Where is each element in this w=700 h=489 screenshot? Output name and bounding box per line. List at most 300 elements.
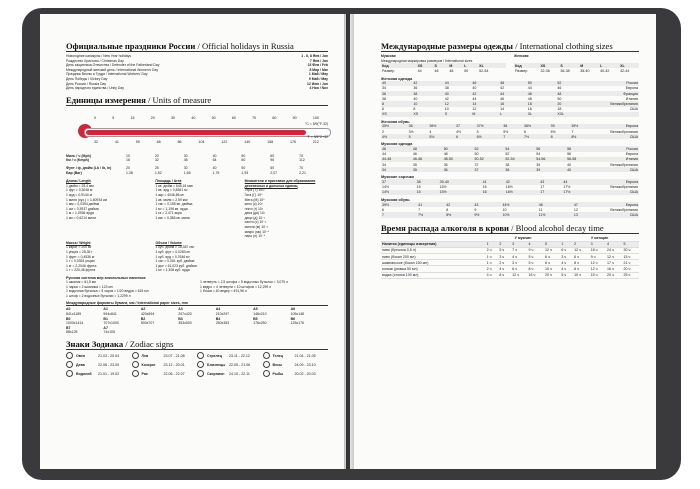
decay-value: 8 ч	[498, 272, 511, 278]
size-value: 36	[413, 86, 418, 91]
units-title: Единицы измерения / Units of measure	[66, 94, 212, 105]
size-value: 14	[500, 107, 505, 112]
column-item: 1 водочная бутылка = 5 чарок = 1/20 ведра = 615 мл	[66, 289, 149, 294]
celsius-scale	[94, 116, 319, 120]
paper-cell: A1	[103, 307, 108, 312]
zodiac-icon	[66, 361, 73, 368]
size-value: 17	[539, 190, 562, 195]
zodiac-name: Дева	[76, 362, 85, 367]
holiday-name: Международный женский день / International Women's Day	[66, 67, 159, 72]
paper-sizes-table	[66, 307, 328, 335]
zodiac-item	[66, 361, 132, 370]
drink-name: пиво (бокал 200 мл)	[381, 254, 486, 260]
celsius-tick: 30	[171, 115, 176, 120]
size-cell: 42-44	[620, 68, 630, 73]
size-value: M	[471, 112, 499, 117]
column-item: 1 карат = 200 мг	[66, 245, 92, 250]
paper-cell: A2	[140, 307, 146, 312]
prefix-column	[245, 179, 328, 239]
column-item: 1 кв. миля = 2,59 км²	[155, 197, 188, 202]
size-value: 43	[473, 202, 501, 207]
size-value: 40	[566, 167, 597, 172]
unit-cell: 112	[299, 158, 305, 163]
size-value: 48	[556, 91, 597, 96]
size-value: 12	[573, 207, 578, 212]
decay-value: 25 ч	[622, 272, 639, 278]
length-column	[66, 179, 149, 239]
size-value: 8	[381, 101, 412, 106]
size-value: 48	[527, 96, 532, 101]
celsius-tick: 70	[252, 115, 257, 120]
size-value: 10	[502, 207, 507, 212]
size-value: 35	[412, 162, 417, 167]
size-value: 47	[573, 202, 597, 207]
decay-value: 9 ч	[590, 254, 606, 260]
size-value: 46	[412, 152, 417, 157]
column-item: 1 км = 0,6214 мили	[66, 215, 96, 220]
size-value: 15½	[439, 190, 482, 195]
country-label: Россия	[597, 81, 639, 86]
size-value: 36	[443, 167, 474, 172]
zodiac-name: Рыбы	[272, 371, 284, 376]
size-value: 35	[412, 167, 443, 172]
size-value: 12	[444, 101, 472, 106]
size-value: 41	[482, 179, 505, 184]
decay-value: 4 ч	[486, 272, 499, 278]
column-item: кило (к) 10³	[244, 202, 263, 207]
column-title: Объем / Volume	[155, 240, 182, 245]
size-value: 18	[527, 101, 557, 106]
paper-cell: B4	[215, 316, 221, 321]
size-value: 6½	[476, 134, 503, 139]
country-label: США	[597, 134, 639, 139]
paper-title: Международные форматы бумаги, мм / International paper sizes, mm	[66, 301, 188, 306]
size-cell: 52-54	[479, 68, 489, 73]
size-value: 46	[500, 96, 505, 101]
size-value: 40	[381, 81, 412, 86]
count-cell: 3	[590, 241, 606, 247]
column-item: гекто (г) 10²	[244, 206, 263, 211]
decay-value: 12 ч	[573, 247, 589, 253]
zodiac-dates: 23.07 - 21.08	[163, 353, 185, 358]
holiday-name: День России / Russia Day	[66, 81, 107, 86]
column-item: 1 км² = 0,386 кв. мили	[155, 215, 190, 220]
holiday-name: День защитника Отечества / Defender of the Fatherland Day	[66, 63, 160, 68]
country-label: США	[597, 167, 639, 172]
paper-cell: 105x148	[290, 311, 304, 316]
size-value: 16	[527, 107, 532, 112]
count-cell: 4	[606, 241, 622, 247]
column-item: 1 кв. дюйм = 645,16 мм²	[155, 183, 194, 188]
decay-value: 4 ч	[498, 266, 511, 272]
holiday-date: 9 Май / May	[308, 76, 328, 81]
size-value: 40	[567, 162, 572, 167]
column-item: 1 дюйм = 25,4 мм	[66, 183, 94, 188]
holiday-date: 1 Май / May	[308, 72, 328, 77]
celsius-tick: 40	[191, 115, 196, 120]
thermometer	[66, 108, 328, 152]
count-cell: 5	[622, 241, 639, 247]
size-value: 7	[418, 207, 421, 212]
size-value: 50	[443, 146, 474, 151]
column-item: 1 чарка = 2 шкалика = 123 мл	[66, 284, 113, 289]
mass-column	[66, 241, 149, 273]
size-value: 46-48	[412, 157, 443, 162]
fahrenheit-tick: 122	[221, 139, 228, 144]
men-marking: Международная маркировка размеров / International sizes	[381, 58, 473, 63]
size-section-table	[381, 124, 639, 140]
clothing-title: Международные размеры одежды / International clothing sizes	[381, 41, 613, 51]
column-item: 1 см² = 0,155 кв. дюйма	[155, 202, 193, 207]
zodiac-item	[263, 370, 329, 379]
decay-value: 15 ч	[622, 254, 639, 260]
paper-cell	[291, 326, 328, 331]
paper-cell: A7	[103, 325, 108, 330]
size-value: 48-50	[443, 157, 474, 162]
celsius-tick: 90	[292, 115, 297, 120]
decay-value: 7 ч	[511, 247, 527, 253]
size-section-table	[381, 179, 639, 195]
decay-value: 5 ч	[498, 247, 511, 253]
size-value: 42	[505, 179, 540, 184]
paper-cell	[253, 326, 290, 331]
size-value: 38	[416, 179, 439, 184]
size-value: 46	[471, 81, 499, 86]
alcohol-measures-title: Русская система мер алкогольных напитков	[66, 276, 146, 280]
holiday-name: День народного единства / Unity Day	[66, 86, 124, 91]
size-value: 12	[472, 107, 477, 112]
count-cell: 1	[560, 241, 573, 247]
size-section-table	[381, 146, 639, 172]
unit-cell: 60	[270, 165, 275, 170]
fahrenheit-tick: 32	[94, 139, 98, 144]
size-value: 40	[472, 86, 477, 91]
decay-value: 8 ч	[573, 266, 589, 272]
celsius-tick: 15	[130, 115, 135, 120]
size-section-row	[381, 112, 639, 117]
size-value: 8	[446, 207, 449, 212]
decay-value: 3 ч	[511, 260, 527, 266]
size-section-table	[381, 202, 639, 218]
decay-value: 15 ч	[590, 272, 606, 278]
notebook-spine	[344, 14, 354, 469]
size-value: 38	[412, 91, 443, 96]
unit-cell: 32	[154, 158, 159, 163]
zodiac-item	[132, 370, 198, 379]
code-cell: M	[448, 63, 463, 68]
unit-cell: 70	[299, 153, 304, 158]
unit-row-label: Км / ч (Kmph)	[66, 158, 89, 163]
country-label: Великобритания	[610, 185, 638, 190]
unit-cell: 50	[241, 153, 246, 158]
column-item: 1 кг = 2,2046 фунта	[66, 263, 97, 268]
fahrenheit-tick: 68	[156, 139, 161, 144]
decay-value: 10 ч	[573, 272, 589, 278]
size-value: 5½	[503, 129, 509, 134]
zodiac-name: Телец	[272, 353, 283, 358]
size-value: 36½	[428, 124, 455, 129]
zodiac-dates: 22.06 - 22.07	[163, 371, 185, 376]
unit-cell: 40	[212, 153, 217, 158]
zodiac-icon	[132, 361, 139, 368]
zodiac-name: Водолей	[76, 371, 92, 376]
size-value: 15½	[439, 185, 447, 190]
decay-value: 30 ч	[622, 247, 639, 253]
size-cell: Размер	[515, 68, 528, 73]
decay-value: 24 ч	[606, 247, 622, 253]
unit-cell: 30	[183, 165, 188, 170]
column-item: 1 фут = 0,3048 м	[66, 188, 93, 193]
decay-value: 10 ч	[544, 266, 560, 272]
paper-cell	[216, 326, 253, 331]
decay-value: 3 ч	[560, 254, 573, 260]
code-cell: XS	[540, 63, 560, 68]
unit-row-label: Фунт / ф. дюйм (Lb / lb, in)	[66, 165, 112, 170]
paper-cell: 297x420	[178, 311, 192, 316]
size-value: 38	[444, 86, 449, 91]
zodiac-dates: 23.12 - 20.01	[163, 362, 185, 367]
size-value: 16½	[505, 185, 513, 190]
size-value: XXL	[556, 112, 597, 117]
holiday-date: 8 Мар / Mar	[309, 67, 328, 72]
fahrenheit-tick: 176	[290, 139, 297, 144]
size-value: 44	[499, 91, 527, 96]
fahrenheit-tick: 59	[135, 139, 140, 144]
paper-cell: 707x1000	[103, 321, 119, 326]
decay-value: 3 ч	[498, 254, 511, 260]
zodiac-icon	[66, 370, 73, 377]
column-item: деци (д) 10⁻¹	[244, 215, 266, 220]
count-cell: 4	[528, 241, 544, 247]
zodiac-item	[197, 370, 263, 379]
size-value: 37	[381, 179, 416, 184]
size-cell: 46	[434, 68, 439, 73]
zodiac-dates: 20.02 - 20.03	[294, 371, 316, 376]
holiday-date: 23 Фев / Feb	[307, 63, 328, 68]
count-cell: 2	[573, 241, 589, 247]
speed-table	[66, 154, 328, 163]
holiday-date: 7 Янв / Jan	[309, 58, 328, 63]
column-item: 1 м³ = 1,308 куб. ярда	[155, 268, 190, 273]
decay-value: 4 ч	[511, 254, 527, 260]
size-cell: 50	[464, 68, 469, 73]
volume-column	[155, 241, 238, 273]
paper-cell: B7	[66, 325, 71, 330]
alcohol-measures-col2	[200, 280, 328, 298]
size-value: 52	[556, 81, 597, 86]
code-cell: Код	[381, 63, 417, 68]
paper-cell: B0	[66, 316, 71, 321]
paper-cell: A4	[215, 307, 221, 312]
mass-volume-columns	[66, 241, 239, 273]
zodiac-item	[263, 352, 329, 361]
country-label: Европа	[597, 124, 639, 129]
size-value: 6	[382, 107, 384, 112]
drink-header: Напиток (единицы измерения)	[381, 241, 486, 247]
unit-cell: 1,79	[212, 170, 220, 175]
alcohol-row	[381, 272, 639, 278]
size-value: 38	[382, 96, 386, 101]
size-cell: 32-36	[540, 68, 550, 73]
size-value: 42	[471, 91, 499, 96]
country-label: Франция	[597, 91, 639, 96]
size-value: 16	[499, 101, 527, 106]
paper-cell: 250x353	[215, 321, 230, 326]
holiday-date: 1 - 6, 8 Янв / Jan	[301, 54, 328, 58]
column-item: 1 дм³ = 61,023 куб. дюйма	[155, 263, 197, 268]
zodiac-dates: 22.05 - 21.06	[229, 362, 251, 367]
paper-cell: 594x841	[103, 311, 117, 316]
country-label: Европа	[597, 202, 639, 207]
column-title: Множители и приставки для образования десятичных и дольных единиц	[244, 179, 316, 188]
column-item: Тера (T) 10¹²	[244, 188, 265, 193]
zodiac-name: Весы	[272, 362, 283, 367]
size-value: 52-54	[504, 157, 535, 162]
size-value: 2	[382, 129, 384, 134]
zodiac-name: Близнецы	[207, 362, 226, 367]
fahrenheit-tick: 86	[177, 139, 182, 144]
size-value: 7½	[523, 134, 550, 139]
decay-value: 1 ч	[486, 254, 499, 260]
column-item: 1 см³ = 0,061 куб. дюйма	[155, 259, 195, 264]
column-title: Длина / Length	[66, 179, 91, 184]
decay-value: 12 ч	[606, 254, 622, 260]
size-section-row	[381, 134, 639, 139]
zodiac-icon	[197, 352, 204, 359]
size-value: L	[499, 112, 527, 117]
drink-name: водка (стопка 100 мл)	[381, 272, 486, 278]
size-value: 8	[550, 134, 571, 139]
size-value: 10½	[502, 212, 538, 217]
size-value: 44	[444, 81, 472, 86]
count-cell: 2	[498, 241, 511, 247]
size-value: 39	[550, 124, 571, 129]
size-value: 56	[535, 146, 566, 151]
zodiac-name: Овен	[76, 353, 86, 358]
column-item: 1 штоф = 2 водочных бутылки = 1,2299 л	[66, 293, 131, 298]
units-columns	[66, 179, 328, 239]
size-value: 9	[474, 207, 477, 212]
size-cell: Размер	[382, 68, 395, 73]
size-value: 14	[471, 101, 499, 106]
fahrenheit-tick: 104	[198, 139, 205, 144]
column-item: 1 четверть = 2,5 штофа = 5 водочных бутылок = 3,075 л	[200, 280, 288, 284]
size-value: 54	[536, 152, 541, 157]
holiday-date: 4 Ноя / Nov	[309, 86, 328, 91]
decay-value: 9 ч	[528, 247, 544, 253]
column-title: Масса / Weight	[66, 240, 91, 245]
decay-value: 17 ч	[606, 260, 622, 266]
decay-value: 20 ч	[622, 266, 639, 272]
size-value: 39½	[381, 202, 417, 207]
size-value: 8½	[445, 212, 473, 217]
size-value: 35½	[381, 124, 408, 129]
size-value: 8½	[570, 134, 597, 139]
column-item: 1 м = 1,0936 ярда	[66, 211, 94, 216]
zodiac-icon	[263, 352, 270, 359]
decay-value: 4 ч	[560, 260, 573, 266]
decay-value: 5 ч	[528, 260, 544, 266]
size-value: 39-40	[439, 179, 482, 184]
size-value: 17	[540, 185, 545, 190]
fahrenheit-tick: 41	[114, 139, 119, 144]
zodiac-dates: 22.08 - 23.09	[98, 362, 120, 367]
decay-value: 8 ч	[528, 266, 544, 272]
column-item: 1 кв. ярд = 0,8361 м²	[155, 188, 188, 193]
size-value: 37	[474, 167, 505, 172]
size-value: 42	[444, 96, 449, 101]
code-cell: XL	[619, 63, 639, 68]
size-value: 8	[413, 107, 416, 112]
decay-value: 12 ч	[590, 260, 606, 266]
paper-cell: B3	[178, 316, 183, 321]
size-value: 40	[413, 96, 418, 101]
paper-cell	[178, 326, 215, 331]
size-value: 4	[429, 129, 432, 134]
size-value: 56-58	[566, 157, 597, 162]
paper-cell: 420x594	[140, 311, 155, 316]
fahrenheit-tick: 212	[312, 139, 319, 144]
fahrenheit-tick: 158	[267, 139, 274, 144]
size-value: 14½	[382, 185, 389, 190]
size-section-table	[381, 81, 639, 117]
decay-value: 5 ч	[528, 254, 544, 260]
column-item: дека (да) 10¹	[244, 211, 265, 216]
holiday-date: 12 Июн / Jun	[307, 81, 328, 86]
decay-value: 18 ч	[590, 247, 606, 253]
decay-value: 4 ч	[560, 266, 573, 272]
size-section-row	[381, 190, 639, 195]
country-label: Великобритания	[610, 129, 638, 134]
paper-cell: A6	[290, 307, 296, 312]
zodiac-icon	[132, 370, 139, 377]
size-section-row	[381, 212, 639, 217]
size-value: 44	[562, 179, 597, 184]
code-cell: L	[463, 63, 478, 68]
alcohol-title: Время распада алкоголя в крови / Blood alcohol decay time	[381, 222, 604, 233]
drink-name: коньяк (рюмка 50 мл)	[381, 266, 486, 272]
paper-cell: A0	[66, 307, 71, 312]
unit-cell: 80	[241, 158, 246, 163]
unit-cell: 20	[154, 153, 159, 158]
size-value: 6	[523, 129, 526, 134]
country-label: США	[629, 107, 638, 112]
paper-cell: 176x250	[253, 321, 267, 326]
celsius-tick: 0	[94, 115, 96, 120]
column-item: 1 куб. фут = 0,0283 м³	[155, 250, 190, 255]
paper-cell: A5	[253, 307, 258, 312]
holiday-name: Новогодние каникулы / New Year holidays	[66, 54, 132, 58]
decay-value: 2 ч	[486, 266, 499, 272]
zodiac-name: Козерог	[141, 362, 156, 367]
size-row	[514, 68, 639, 73]
size-value: 6	[455, 134, 476, 139]
zodiac-icon	[263, 370, 270, 377]
code-cell: S	[559, 63, 579, 68]
count-cell: 1	[486, 241, 499, 247]
paper-cell: 500x707	[140, 321, 155, 326]
column-item: 1 куб. ярд = 0,7646 м³	[155, 254, 190, 259]
size-value: 10	[444, 107, 449, 112]
unit-cell: 50	[241, 165, 246, 170]
size-value: 52	[505, 152, 510, 157]
size-value: 44	[472, 96, 477, 101]
size-value: S	[444, 112, 472, 117]
zodiac-name: Лев	[141, 353, 149, 358]
men-header: Мужская	[381, 54, 396, 58]
size-section-title: Мужские сорочки	[381, 175, 414, 180]
unit-cell: 60	[270, 153, 275, 158]
